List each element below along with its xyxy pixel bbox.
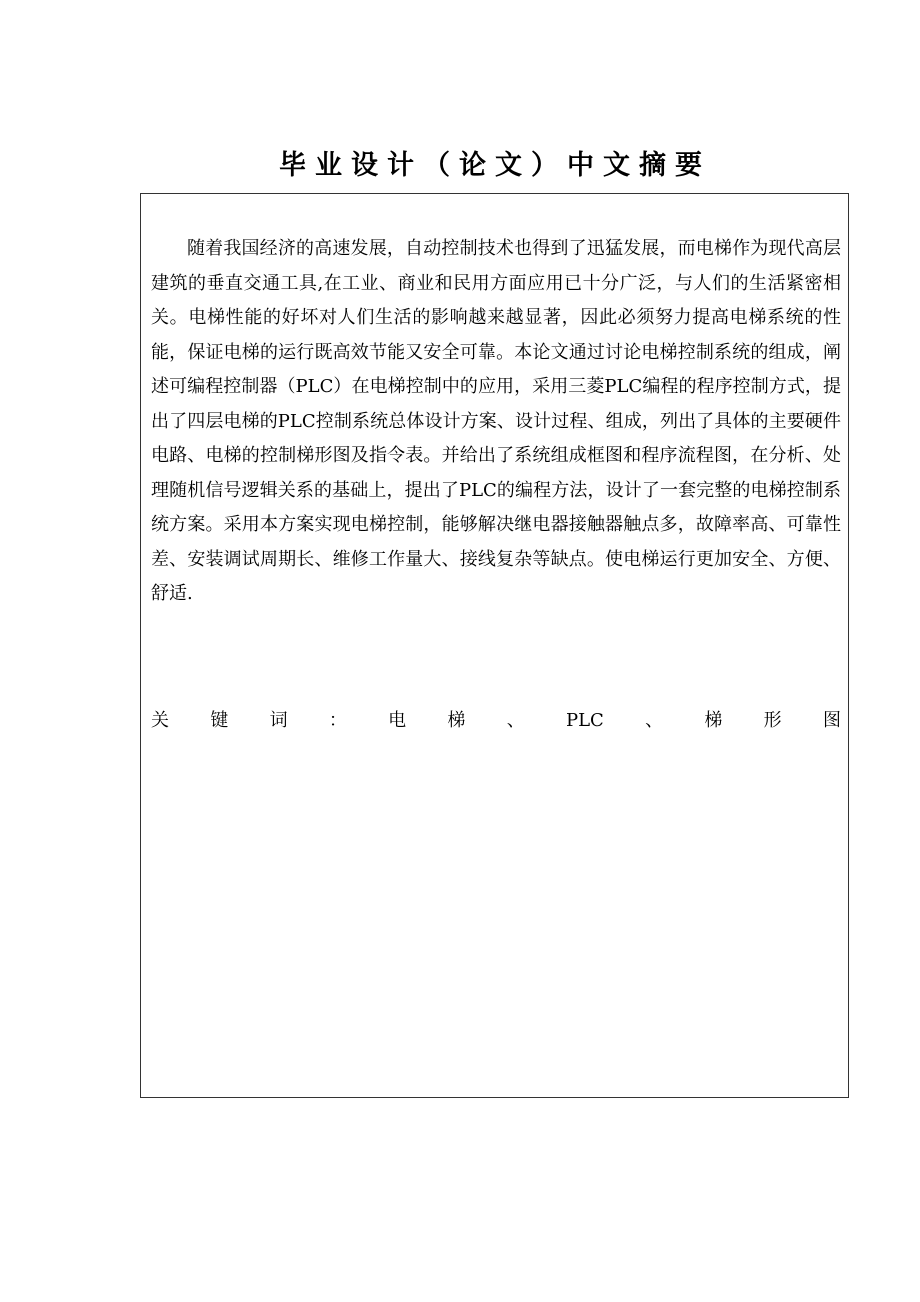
keyword-separator: 、 xyxy=(506,710,525,731)
keyword-char: 梯 xyxy=(704,710,723,731)
keyword-char: 电 xyxy=(388,710,407,731)
keyword-char: 图 xyxy=(822,710,841,731)
keyword-char: 形 xyxy=(763,710,782,731)
keyword-separator: 、 xyxy=(645,710,664,731)
keywords-label-colon: ： xyxy=(328,710,347,731)
page-title: 毕业设计（论文）中文摘要 xyxy=(279,150,711,181)
keywords-label-char: 键 xyxy=(210,710,229,731)
abstract-body: 随着我国经济的高速发展，自动控制技术也得到了迅猛发展，而电梯作为现代高层建筑的垂直交通工具,在工业、商业和民用方面应用已十分广泛，与人们的生活紧密相关。电梯性能的好坏对人们生活的影响越来越显著，因此必须努力提高电梯系统的性能，保证电梯的运行既高效节能又安全可靠。本论文通过讨论电梯控制系统的组成，阐述可编程控制器（PLC）在电梯控制中的应用，采用三菱PLC编程的程序控制方式，提出了四层电梯的PLC控制系统总体设计方案、设计过程、组成，列出了具体的主要硬件电路、电梯的控制梯形图及指令表。并给出了系统组成框图和程序流程图，在分析、处理随机信号逻辑关系的基础上，提出了PLC的编程方法，设计了一套完整的电梯控制系统方案。采用本方案实现电梯控制，能够解决继电器接触器触点多，故障率高、可靠性差、安装调试周期长、维修工作量大、接线复杂等缺点。使电梯运行更加安全、方便、舒适. xyxy=(151,238,841,604)
keyword-char: 梯 xyxy=(447,710,466,731)
keywords-label-char: 关 xyxy=(151,710,169,731)
abstract-box xyxy=(140,193,849,1098)
keywords-row xyxy=(151,706,841,736)
keyword-plc: PLC xyxy=(565,710,604,731)
keywords-label-char: 词 xyxy=(269,710,288,731)
